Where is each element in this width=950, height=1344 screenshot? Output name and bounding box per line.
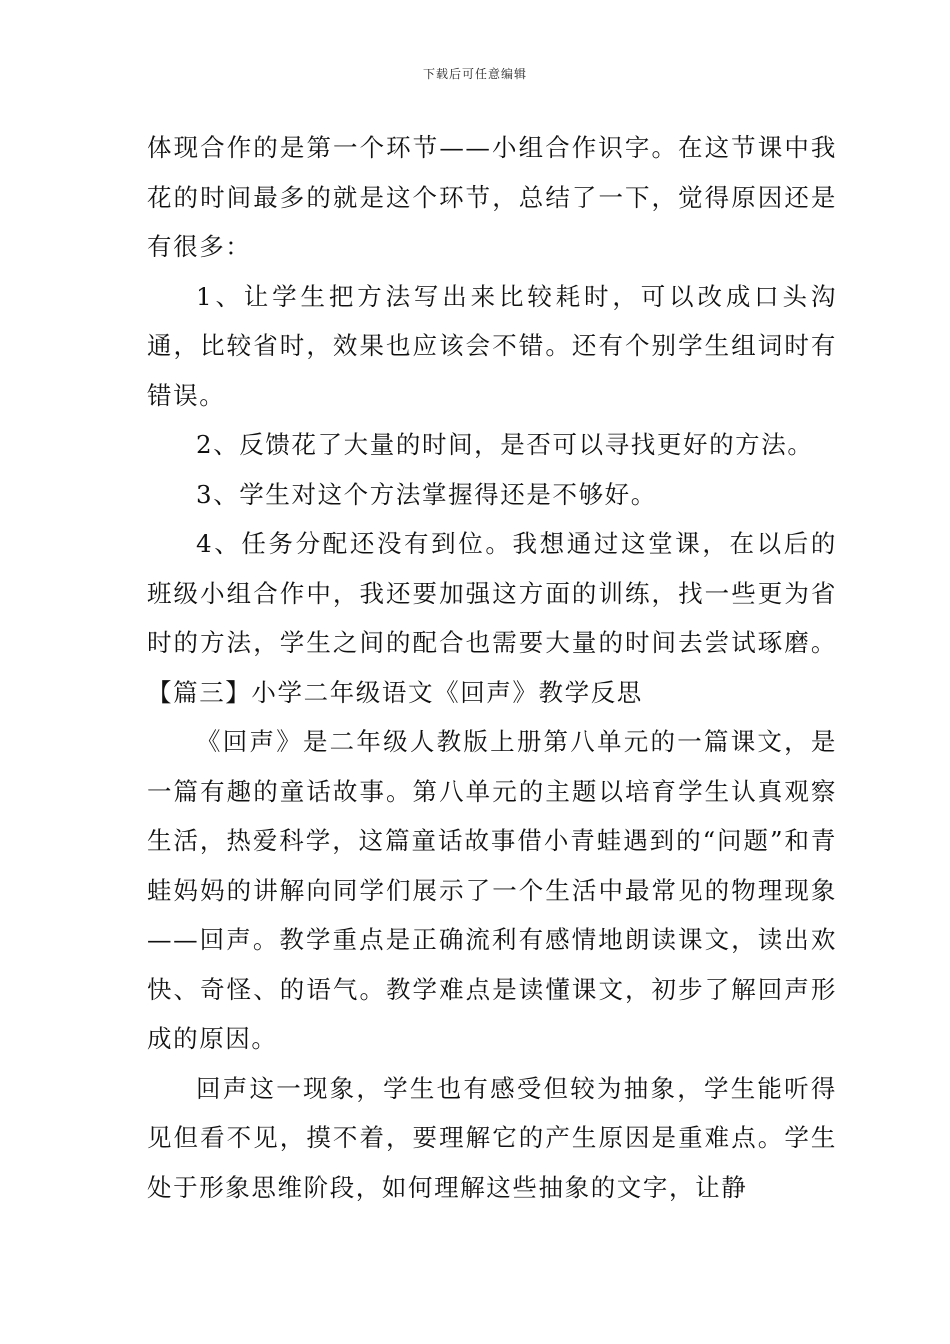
paragraph-item-3: 3、学生对这个方法掌握得还是不够好。 [196, 479, 657, 509]
paragraph-item-1: 1、让学生把方法写出来比较耗时，可以改成口头沟通，比较省时，效果也应该会不错。还有个别学生组词时有错误。 [147, 281, 837, 410]
paragraph-huisheng-analysis: 回声这一现象，学生也有感受但较为抽象，学生能听得见但看不见，摸不着，要理解它的产生原因是重难点。学生处于形象思维阶段，如何理解这些抽象的文字，让静 [147, 1073, 837, 1202]
paragraph-item-4: 4、任务分配还没有到位。我想通过这堂课，在以后的班级小组合作中，我还要加强这方面的训练，找一些更为省时的方法，学生之间的配合也需要大量的时间去尝试琢磨。【篇三】小学二年级语文《回声》教学反思 [147, 529, 837, 707]
paragraph-continued: 体现合作的是第一个环节——小组合作识字。在这节课中我花的时间最多的就是这个环节，总结了一下，觉得原因还是有很多： [147, 133, 837, 261]
paragraph-item-2: 2、反馈花了大量的时间，是否可以寻找更好的方法。 [196, 430, 814, 459]
document-body [147, 123, 837, 1212]
page-header: 下载后可任意编辑 [422, 67, 527, 81]
paragraph-huisheng-intro: 《回声》是二年级人教版上册第八单元的一篇课文，是一篇有趣的童话故事。第八单元的主题以培育学生认真观察生活，热爱科学，这篇童话故事借小青蛙遇到的“问题”和青蛙妈妈的讲解向同学们展示了一个生活中最常见的物理现象——回声。教学重点是正确流利有感情地朗读课文，读出欢快、奇怪、的语气。教学难点是读懂课文，初步了解回声形成的原因。 [147, 727, 837, 1053]
